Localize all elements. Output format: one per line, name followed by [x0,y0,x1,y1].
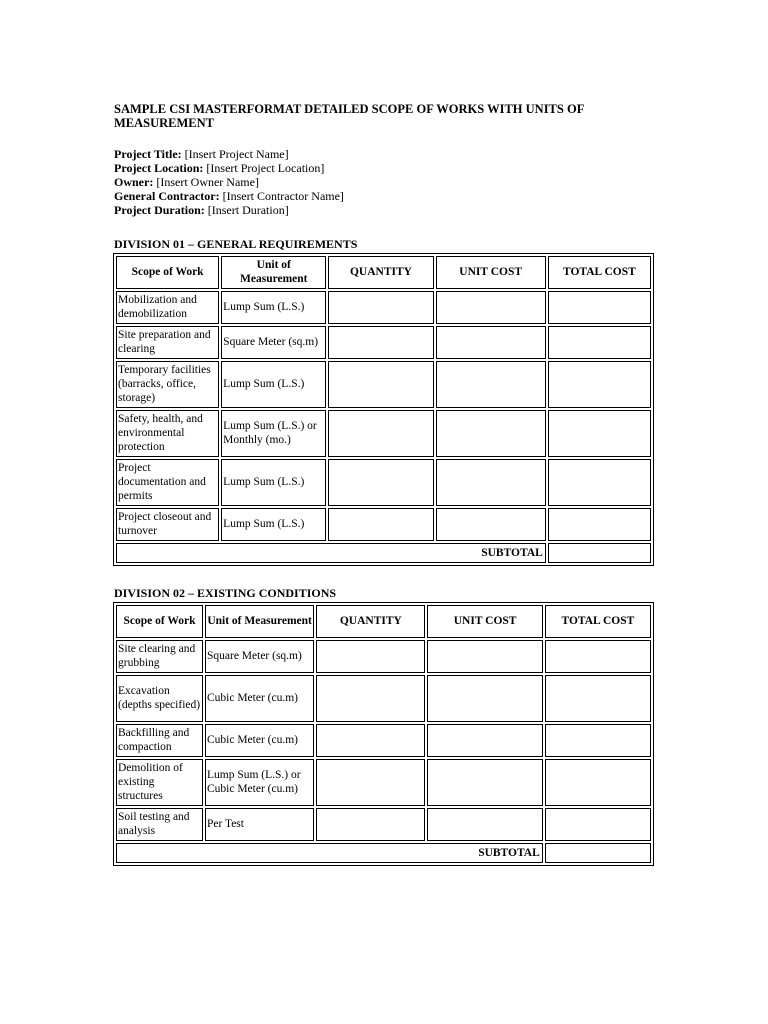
quantity-cell [328,361,433,408]
total-cost-cell [545,759,651,806]
header-unit-of-measurement: Unit of Measurement [205,605,314,638]
unit-cost-cell [436,508,546,541]
table-row [116,640,651,673]
unit-cost-cell [427,808,542,841]
unit-cost-cell [427,675,542,722]
division-01-title: DIVISION 01 – GENERAL REQUIREMENTS [114,237,358,251]
quantity-cell [328,291,433,324]
scope-cell: Site preparation and clearing [116,326,219,359]
header-total-cost: TOTAL COST [545,605,651,638]
table-row [116,808,651,841]
header-scope-of-work: Scope of Work [116,605,203,638]
total-cost-cell [548,508,651,541]
header-total-cost: TOTAL COST [548,256,651,289]
project-title-row [114,147,655,161]
quantity-cell [328,326,433,359]
table-row [116,410,651,457]
total-cost-cell [548,291,651,324]
quantity-cell [316,808,425,841]
unit-cell: Cubic Meter (cu.m) [205,675,314,722]
subtotal-row [116,543,651,563]
scope-cell: Safety, health, and environmental protection [116,410,219,457]
unit-cell: Square Meter (sq.m) [221,326,326,359]
scope-cell: Demolition of existing structures [116,759,203,806]
owner-label: Owner: [114,175,154,189]
division-02-title: DIVISION 02 – EXISTING CONDITIONS [114,586,337,600]
subtotal-value-cell [545,843,651,863]
quantity-cell [316,640,425,673]
project-duration-value: [Insert Duration] [204,203,289,217]
unit-cell: Lump Sum (L.S.) [221,291,326,324]
table-row [116,361,651,408]
unit-cell: Lump Sum (L.S.) or Monthly (mo.) [221,410,326,457]
scope-cell: Backfilling and compaction [116,724,203,757]
quantity-cell [328,459,433,506]
scope-cell: Site clearing and grubbing [116,640,203,673]
project-duration-row [114,203,655,217]
unit-cost-cell [427,724,542,757]
quantity-cell [316,724,425,757]
subtotal-row [116,843,651,863]
quantity-cell [316,759,425,806]
project-location-label: Project Location: [114,161,204,175]
quantity-cell [316,675,425,722]
unit-cell: Lump Sum (L.S.) [221,361,326,408]
table-row [116,459,651,506]
project-info [114,147,655,217]
project-location-row [114,161,655,175]
unit-cost-cell [427,640,542,673]
owner-row [114,175,655,189]
unit-cost-cell [436,361,546,408]
table-row [116,759,651,806]
unit-cost-cell [436,459,546,506]
division-02-table [113,602,654,866]
unit-cell: Lump Sum (L.S.) [221,459,326,506]
unit-cell: Cubic Meter (cu.m) [205,724,314,757]
project-duration-label: Project Duration: [114,203,205,217]
general-contractor-label: General Contractor: [114,189,220,203]
subtotal-value-cell [548,543,651,563]
general-contractor-row [114,189,655,203]
subtotal-label: SUBTOTAL [116,843,543,863]
table-row [116,326,651,359]
header-unit-cost: UNIT COST [436,256,546,289]
header-unit-cost: UNIT COST [427,605,542,638]
table-row [116,724,651,757]
table-header-row [116,256,651,289]
division-01-table [113,253,654,566]
total-cost-cell [548,410,651,457]
header-unit-of-measurement: Unit of Measurement [221,256,326,289]
subtotal-label: SUBTOTAL [116,543,546,563]
scope-cell: Soil testing and analysis [116,808,203,841]
project-title-value: [Insert Project Name] [181,147,289,161]
header-scope-of-work: Scope of Work [116,256,219,289]
table-header-row [116,605,651,638]
document-page [114,102,655,866]
unit-cell: Lump Sum (L.S.) [221,508,326,541]
scope-cell: Temporary facilities (barracks, office, storage) [116,361,219,408]
unit-cost-cell [436,410,546,457]
unit-cost-cell [436,291,546,324]
unit-cell: Square Meter (sq.m) [205,640,314,673]
owner-value: [Insert Owner Name] [153,175,259,189]
scope-cell: Project closeout and turnover [116,508,219,541]
scope-cell: Mobilization and demobilization [116,291,219,324]
document-title: SAMPLE CSI MASTERFORMAT DETAILED SCOPE OF WORKS WITH UNITS OF MEASUREMENT [114,102,584,130]
quantity-cell [328,508,433,541]
header-quantity: QUANTITY [328,256,433,289]
total-cost-cell [545,724,651,757]
total-cost-cell [548,326,651,359]
unit-cost-cell [427,759,542,806]
table-row [116,508,651,541]
unit-cell: Per Test [205,808,314,841]
total-cost-cell [545,640,651,673]
header-quantity: QUANTITY [316,605,425,638]
total-cost-cell [548,361,651,408]
scope-cell: Excavation (depths specified) [116,675,203,722]
quantity-cell [328,410,433,457]
project-title-label: Project Title: [114,147,182,161]
table-row [116,675,651,722]
total-cost-cell [545,675,651,722]
total-cost-cell [545,808,651,841]
unit-cell: Lump Sum (L.S.) or Cubic Meter (cu.m) [205,759,314,806]
scope-cell: Project documentation and permits [116,459,219,506]
general-contractor-value: [Insert Contractor Name] [219,189,344,203]
project-location-value: [Insert Project Location] [203,161,325,175]
unit-cost-cell [436,326,546,359]
total-cost-cell [548,459,651,506]
table-row [116,291,651,324]
